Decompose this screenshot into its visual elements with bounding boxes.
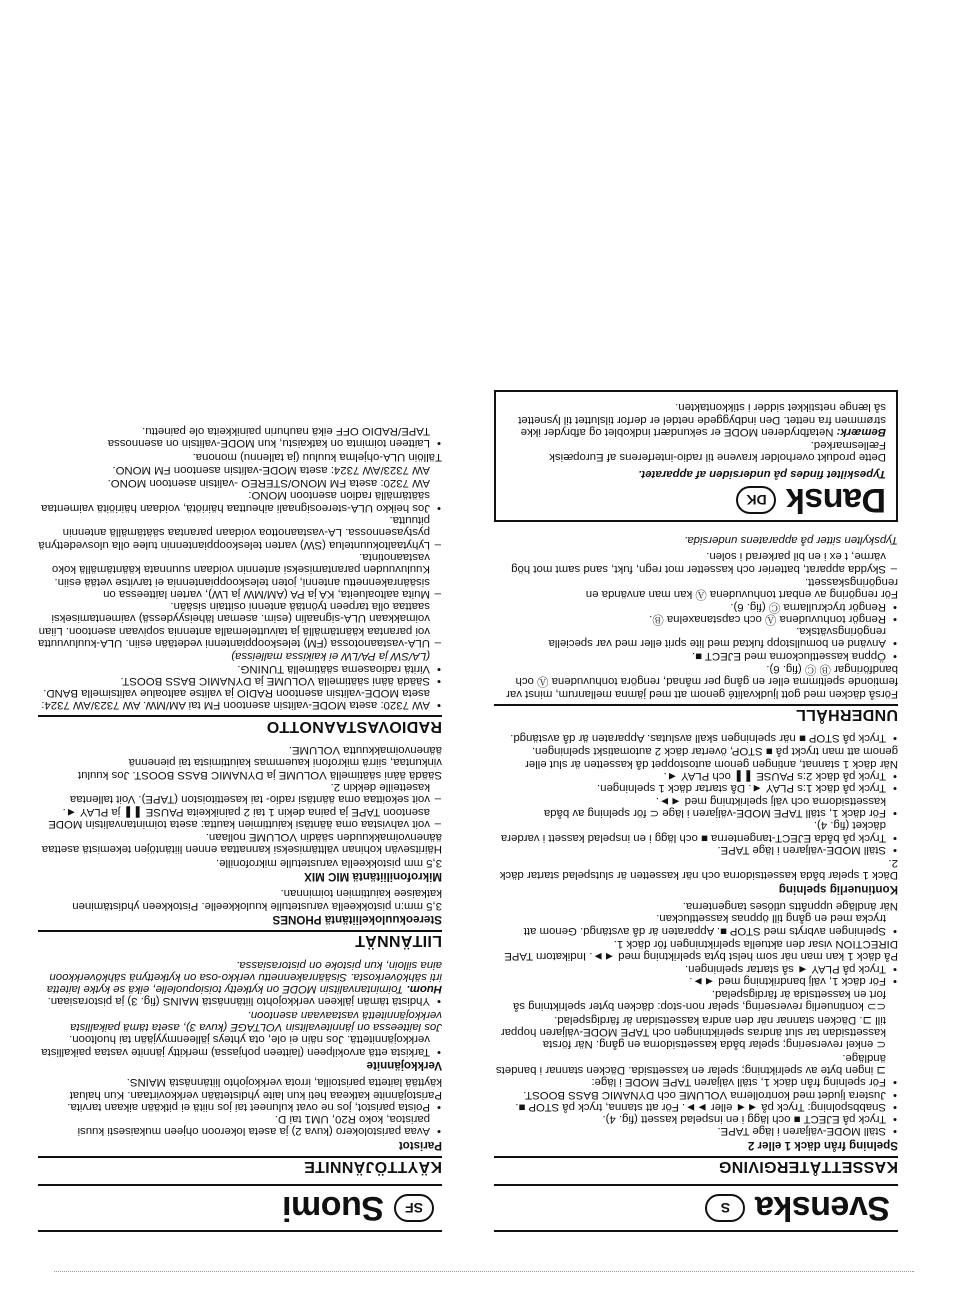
subheading-paristot: Paristot: [398, 1138, 442, 1152]
subheading-verkkojannite: Verkkojännite: [366, 1058, 442, 1072]
dansk-title: Dansk: [786, 480, 886, 519]
paragraph: Jos laitteessa on jännitevalitsin VOLTAGE (kuva 3), aseta tämä paikallista verkkojännitettä vastaavaan asentoon.: [70, 1008, 442, 1034]
radio-steps-3: [38, 425, 442, 450]
list-item: • Tryck på däck 2:s PAUSE ❚❚ och PLAY ◄.: [494, 770, 898, 782]
list-item: • Tryck på PLAY ◄ så startar spelningen.: [494, 962, 898, 974]
radio-steps: [38, 662, 442, 711]
playback-steps: [494, 1076, 898, 1137]
paragraph: På däck 1 kan man när som helst byta spelriktning med ◄►. Indikatorn TAPE DIRECTION visar den aktuella spelriktningen för däck 1.: [504, 937, 898, 963]
paragraph: Däck 1 spelar båda kassettsidorna och när kassetten är slutspelad startar däck 2.: [499, 857, 898, 882]
subheading-mic-mix: Mikrofoniliitäntä MIC MIX: [304, 870, 442, 884]
svenska-country-badge: S: [706, 1194, 746, 1222]
mode-option: ⊐ ingen byte av spelriktning; spelar en kassettsida. Däcken stannar i bandets ändläge.: [495, 1051, 886, 1076]
mode-option: ⊂⊃ kontinuerlig reversering, spelar non-stop: däcken byter spelriktning så fort en kassettsida är färdigspelad.: [512, 988, 886, 1013]
svenska-header: [494, 1184, 898, 1232]
list-item: • För däck 1, ställ TAPE MODE-väljaren i läge ⊂ för spelning av båda kassettsidorna och välj spelriktning med ◄►.: [494, 794, 898, 819]
svenska-title: Svenska: [755, 1189, 890, 1228]
suomi-title: Suomi: [282, 1189, 384, 1228]
suomi-country-badge: SF: [394, 1194, 434, 1222]
svenska-column: [494, 390, 898, 1232]
list-item: • För däck 1, välj bandriktning med ◄►.: [494, 975, 898, 987]
subheading-phones: Stereokuulokeliitäntä PHONES: [272, 912, 442, 926]
list-item: • Yhdistä tämän jälkeen verkkojohto liitännästä MAINS (fig. 3) ja pistorasiaan.: [38, 995, 442, 1007]
list-item: • För spelning från däck 1, ställ väljaren TAPE MODE i läge:: [494, 1076, 898, 1088]
paragraph: Tällöin ULA-ohjelma kuuluu (ja tallennu) monona.: [192, 450, 442, 463]
paragraph: [506, 401, 886, 438]
dansk-country-badge: DK: [736, 486, 776, 514]
list-item: • Avaa paristolokero (kuva 2) ja aseta lokeroon ohjeen mukaisesti kuusi paristoa, koko R20, UM1 tai D.: [38, 1113, 442, 1138]
playback-steps-2: [494, 962, 898, 987]
list-item: • Tarkista että arvokilpeen (laitteen pohjassa) merkitty jännite vastaa paikallista verkkojännitettä. Jos näin ei ole, ota yhteys jälleenmyyjään tai huoltoon.: [38, 1033, 442, 1058]
maintenance-caution: [494, 550, 898, 575]
paragraph: (LA/SW ja PA/LW ei kaikissa malleissa): [231, 650, 430, 663]
section-underhall: UNDERHÅLL: [494, 704, 898, 720]
paragraph: 3,5 mm pistokkeella varustetulle mikrofonille.: [215, 856, 442, 869]
mono-option: AW 7320: aseta FM MONO/STEREO -valitsin asentoon MONO.: [107, 477, 430, 490]
list-item: – ULA-vastaanotossa (FM) teleskooppiantenni vedetään esiin. ULA-kuuluvuutta voi parantaa kääntämällä ja taivuttelemalla antennia sopivaan asentoon. Liian voimakkaan ULA-signaalin (esim. aseman läheisyydessä) vaimentamiseksi saattaa olla tarpeen työntää antenni osittain sisään.: [38, 600, 442, 649]
mono-option: AW 7323/AW 7324: aseta MODE-valitsin asentoon FM MONO.: [112, 463, 430, 476]
list-item: • Snabbspolning: Tryck på ◄◄ eller ►►. För att stanna, tryck på STOP ■.: [494, 1101, 898, 1113]
paragraph: När ändläge uppnåtts utlöses tangenterna.: [682, 900, 898, 913]
paragraph: Förså däcken med gott ljudkvalité genom att med jämna mellanrum, minst var femtionde speltimma eller en gång per månad, rengöra tonhuvudena Ⓐ och bandföringar Ⓑ Ⓒ (fig. 6).: [506, 663, 898, 700]
mic-options: [38, 781, 442, 830]
paragraph: När däck 1 stannat, antingen genom autostoppet då kassetten är slut eller genom att man tryckt på ■ STOP, övertar däck 2 automatiskt spelningen.: [525, 745, 898, 770]
playback-steps-3: [494, 912, 898, 937]
list-item: • Spelningen avbryts med STOP ■. Apparaten är då avstängd. Genom att trycka med en gång till öppnas kassettluckan.: [494, 912, 898, 937]
list-item: – voit vahvistaa oma ääntäsi kaiuttimien kautta: aseta toimintanvalitsin MODE asentoon TAPE ja paina dekin 1 tai 2 painikkeita PAUSE ❚❚ ja PLAY ◄.: [38, 805, 442, 830]
antenna-notes: [38, 514, 442, 649]
note-text: Toimintanvalitsin MODE on kytketty toisiopuolelle, eikä se kytke laitetta irti sähköverkosta. Sisäänrakennettu verkko-osa on kytkettynä sähköverkkoon aina silloin, kun pistoke on pistorasiassa.: [46, 958, 442, 996]
dansk-box: [494, 390, 898, 522]
mains-steps-2: [38, 995, 442, 1007]
note-text: Netafbryderen MODE er sekundært indkoblet og afbryder ikke strømmen fra nettet. Den indbyggede netdel er derfor tilsluttet til lysnettet så længe netstikket sidder i stikkontakten.: [518, 401, 886, 438]
list-item: • Ställ MODE-väljaren i läge TAPE.: [494, 1125, 898, 1137]
list-item: • Ställ MODE-väljaren i läge TAPE.: [494, 844, 898, 856]
list-item: • Tryck på båda EJECT-tangenterna ■ och lägg i en inspelad kassett i vardera däcket (fig. 4).: [494, 819, 898, 844]
section-kassettatergiving: KASSETTÅTERGIVING: [494, 1156, 898, 1172]
section-liitannat: LIITÄNNÄT: [38, 930, 442, 946]
list-item: • Säädä ääni säätimellä VOLUME ja DYNAMIC BASS BOOST.: [38, 675, 442, 687]
paragraph: Häiritsevän kohinan välttämiseksi kannattaa ennen liitäntöjen tekemistä asettaa äänenvoimakkuuden säädin VOLUME nollaan.: [41, 831, 442, 856]
list-item: – Muita aaltoalueita, KA ja PA (AM/MW ja LW), varten laitteessa on sisäänrakennettu antenni, joten teleskooppiantennia ei tarvitse vetää esiin. Kuuluvuuden parantamiseksi antennin voidaan suunnata kääntämällä koko vastaanotinta.: [38, 551, 442, 600]
mode-option: ⊂ enkel reversering; spelar båda kassettsidorna en gång. När första kassettsidan tar slut ändras spelriktningen och TAPE MODE-väljaren hoppar till ⊐. Däcken stannar när den andra kassettsidan är färdigspelad.: [500, 1013, 886, 1051]
list-item: • Jos heikko ULA-stereosignaali aiheuttaa häiriötä, voidaan häiriöitä vaimentaa säätämällä radion asentoon MONO:: [38, 489, 442, 514]
list-item: • Viritä radioasema säätimellä TUNING.: [38, 662, 442, 674]
suomi-header: [38, 1184, 442, 1232]
list-item: – voit sekoittaa oma ääntäsi radio- tai kasettitoiston (TAPE). Voit tallentaa kasetteille dekkin 2.: [38, 781, 442, 806]
paragraph: För rengöring av enbart tonhuvudena Ⓐ kan man använda en rengöringskassett.: [585, 575, 898, 601]
list-item: • AW 7320: aseta MODE-valitsin asentoon FM tai AM/MW. AW 7323/AW 7324: aseta MODE-valitsin asentoon RADIO ja valitse aaltoalue valitsimella BAND.: [38, 687, 442, 712]
subheading-spelning: Spelning från däck 1 eller 2: [747, 1138, 898, 1152]
note-label: Bemærk:: [836, 425, 886, 438]
suomi-column: [38, 425, 442, 1232]
paragraph: Dette produkt overholder kravene til radio-interferens af Europæisk Fællesmarked.: [549, 439, 886, 464]
section-kayttojannite: KÄYTTÖJÄNNITE: [38, 1156, 442, 1172]
list-item: • Tryck på STOP ■ när spelningen skall avslutas. Apparaten är då avstängd.: [494, 732, 898, 744]
continuous-steps-2: [494, 732, 898, 744]
paragraph: 3,5 mm:n pistokkeella varustetulle kuulokkeelle. Pistokkeen yhdistäminen katkaisee kaiuttimien toiminnan.: [72, 887, 442, 912]
paragraph: [38, 958, 442, 995]
list-item: • Tryck på däck 1:s PLAY ◄. Då startar däck 1 spelningen.: [494, 782, 898, 794]
maintenance-steps: [494, 600, 898, 661]
continuous-steps: [494, 770, 898, 856]
paragraph: Säädä ääni säätimellä VOLUME ja DYNAMIC BASS BOOST. Jos kuulut vinkuntaa, siirrä mikrofoni kauemmas kaiuttimista tai pienennä äänenvoimakkuutta VOLUME.: [77, 744, 442, 781]
list-item: • Rengör tryckrullarna Ⓒ (fig. 6).: [494, 600, 898, 612]
list-item: • Tryck på EJECT ■ och lägg i en inspelad kassett (fig. 4).: [494, 1113, 898, 1125]
section-radiovastaanotto: RADIOVASTAANOTTO: [38, 716, 442, 732]
paragraph: Paristojännite katkeaa heti kun laite yhdistetään verkkovirtaan. Kun haluat käyttää laitetta paristoilla, irrota verkkojohto liitännästä MAINS.: [69, 1076, 442, 1101]
list-item: • Laitteen toiminta on katkaistu, kun MODE-valitsin on asennossa TAPE/RADIO OFF eikä nauhurin painikkeita ole painettu.: [38, 425, 442, 450]
dansk-type-plate: Typeskiltet findes på undersiden af apparatet.: [638, 467, 886, 480]
list-item: – Skydda apparat, batterier och kassetter mot regn, fukt, sand samt mot hög värme, t ex i en bil parkerad i solen.: [494, 550, 898, 575]
list-item: • Poista paristot, jos ne ovat kuluneet tai jos niitä ei pitkään aikaan tarvita.: [38, 1101, 442, 1113]
list-item: • Rengör tonhuvudena Ⓐ och capstanaxelna Ⓑ.: [494, 613, 898, 625]
radio-steps-2: [38, 489, 442, 514]
battery-steps: [38, 1101, 442, 1138]
dansk-header: [506, 480, 886, 519]
list-item: • Justera ljudet med kontrollerna VOLUME och DYNAMIC BASS BOOST.: [494, 1088, 898, 1100]
page-edge-rule: [54, 1271, 914, 1272]
mains-steps: [38, 1033, 442, 1058]
list-item: • Öppna kassettluckorna med EJECT ■.: [494, 649, 898, 661]
list-item: • Använd en bomullstopp fuktad med lite sprit eller med var speciella rengöringsvätska.: [494, 625, 898, 650]
list-item: – Lyhytaaltokuuntelua (SW) varten teleskooppiantennin tulee olla ulosvedettynä pystyasennossa. LA-vastaanottoa voidaan parantaa säätämällä antennin pituutta.: [38, 514, 442, 551]
type-plate-note: Typskylten sitter på apparatens undersida.: [684, 534, 898, 547]
subheading-kontinuerlig: Kontinuerlig spelning: [778, 882, 898, 896]
note-label: Huom.: [406, 983, 442, 996]
